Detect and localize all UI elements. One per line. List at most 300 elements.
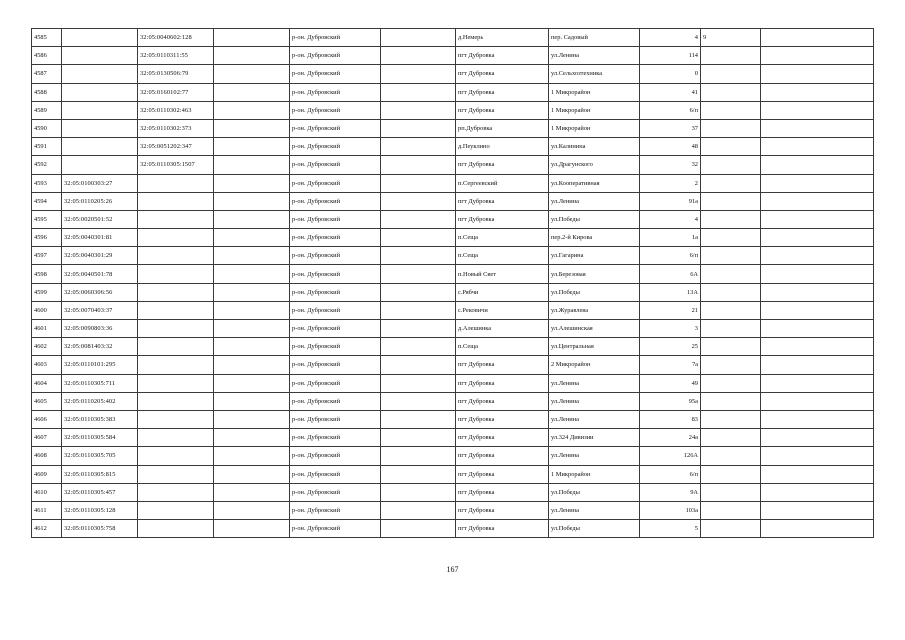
cell-settlement: п.Сеща	[456, 338, 549, 356]
cell-empty	[761, 247, 874, 265]
cell-house-number: 49	[640, 374, 701, 392]
cell-street: ул.Центральная	[549, 338, 640, 356]
cell-record-number: 4607	[32, 429, 62, 447]
cell-record-number: 4610	[32, 483, 62, 501]
cell-street: ул.Березовая	[549, 265, 640, 283]
cell-house-number: 4	[640, 210, 701, 228]
cell-house-number: 2	[640, 174, 701, 192]
table-row	[32, 265, 874, 283]
cell-district: р-он. Дубровский	[290, 83, 381, 101]
cell-record-number: 4611	[32, 501, 62, 519]
cell-empty	[214, 119, 290, 137]
cell-street: 1 Микрорайон	[549, 465, 640, 483]
cell-extra	[701, 101, 761, 119]
cell-cadastral-number-b	[138, 320, 214, 338]
cell-house-number: 4	[640, 29, 701, 47]
cell-empty	[381, 192, 456, 210]
cell-record-number: 4588	[32, 83, 62, 101]
cell-empty	[761, 192, 874, 210]
table-row	[32, 29, 874, 47]
cell-house-number: 103а	[640, 501, 701, 519]
cell-extra	[701, 83, 761, 101]
cell-extra	[701, 338, 761, 356]
cell-record-number: 4586	[32, 47, 62, 65]
cell-street: ул.Победы	[549, 283, 640, 301]
cell-empty	[761, 174, 874, 192]
cell-cadastral-number-b	[138, 483, 214, 501]
cell-district: р-он. Дубровский	[290, 247, 381, 265]
cell-district: р-он. Дубровский	[290, 338, 381, 356]
cell-cadastral-number-a: 32:05:0100303:27	[62, 174, 138, 192]
cell-cadastral-number-b	[138, 338, 214, 356]
cell-record-number: 4593	[32, 174, 62, 192]
cell-settlement: пгт Дубровка	[456, 210, 549, 228]
cell-empty	[381, 83, 456, 101]
cell-extra	[701, 410, 761, 428]
cell-record-number: 4598	[32, 265, 62, 283]
cell-empty	[214, 65, 290, 83]
cell-empty	[214, 83, 290, 101]
cell-house-number: 21	[640, 301, 701, 319]
cell-record-number: 4594	[32, 192, 62, 210]
table-row	[32, 247, 874, 265]
cell-district: р-он. Дубровский	[290, 447, 381, 465]
cell-empty	[214, 192, 290, 210]
cell-house-number: 6/п	[640, 465, 701, 483]
cell-cadastral-number-a	[62, 138, 138, 156]
cell-empty	[381, 501, 456, 519]
cell-house-number: 25	[640, 338, 701, 356]
cell-record-number: 4587	[32, 65, 62, 83]
cell-district: р-он. Дубровский	[290, 229, 381, 247]
cell-settlement: рп.Дубровка	[456, 119, 549, 137]
cell-cadastral-number-b	[138, 192, 214, 210]
cell-record-number: 4597	[32, 247, 62, 265]
table-row	[32, 410, 874, 428]
cell-street: ул.Драгунского	[549, 156, 640, 174]
cell-settlement: пгт Дубровка	[456, 356, 549, 374]
cell-district: р-он. Дубровский	[290, 174, 381, 192]
cell-empty	[761, 483, 874, 501]
cell-street: ул.Ленина	[549, 192, 640, 210]
cell-cadastral-number-b	[138, 520, 214, 538]
cell-empty	[381, 447, 456, 465]
cell-street: ул.Победы	[549, 520, 640, 538]
cell-district: р-он. Дубровский	[290, 374, 381, 392]
registry-table-body	[32, 29, 874, 538]
cell-empty	[761, 229, 874, 247]
cell-empty	[381, 247, 456, 265]
cell-cadastral-number-a: 32:05:0110305:383	[62, 410, 138, 428]
cell-empty	[381, 356, 456, 374]
cell-empty	[381, 465, 456, 483]
cell-empty	[214, 101, 290, 119]
cell-house-number: 32	[640, 156, 701, 174]
cell-cadastral-number-b	[138, 374, 214, 392]
cell-record-number: 4585	[32, 29, 62, 47]
cell-record-number: 4603	[32, 356, 62, 374]
cell-cadastral-number-b: 32:05:0110305:1507	[138, 156, 214, 174]
cell-street: 1 Микрорайон	[549, 83, 640, 101]
cell-extra	[701, 65, 761, 83]
cell-empty	[761, 338, 874, 356]
cell-district: р-он. Дубровский	[290, 483, 381, 501]
cell-empty	[214, 265, 290, 283]
cell-house-number: 48	[640, 138, 701, 156]
cell-settlement: д.Алешинка	[456, 320, 549, 338]
table-row	[32, 483, 874, 501]
cell-house-number: 41	[640, 83, 701, 101]
cell-street: 1 Микрорайон	[549, 101, 640, 119]
cell-empty	[214, 174, 290, 192]
cell-empty	[381, 174, 456, 192]
cell-house-number: 1а	[640, 229, 701, 247]
cell-record-number: 4591	[32, 138, 62, 156]
cell-cadastral-number-b	[138, 447, 214, 465]
cell-street: 2 Микрорайон	[549, 356, 640, 374]
cell-cadastral-number-b	[138, 301, 214, 319]
cell-district: р-он. Дубровский	[290, 501, 381, 519]
cell-extra	[701, 301, 761, 319]
cell-district: р-он. Дубровский	[290, 265, 381, 283]
table-row	[32, 283, 874, 301]
cell-cadastral-number-a: 32:05:0040501:78	[62, 265, 138, 283]
cell-empty	[214, 301, 290, 319]
cell-cadastral-number-b: 32:05:0110302:373	[138, 119, 214, 137]
cell-record-number: 4602	[32, 338, 62, 356]
page-number: 167	[446, 565, 459, 574]
cell-cadastral-number-a	[62, 119, 138, 137]
cell-cadastral-number-b: 32:05:0160102:77	[138, 83, 214, 101]
cell-house-number: 7а	[640, 356, 701, 374]
cell-empty	[381, 429, 456, 447]
cell-settlement: пгт Дубровка	[456, 392, 549, 410]
cell-district: р-он. Дубровский	[290, 410, 381, 428]
cell-settlement: пгт Дубровка	[456, 465, 549, 483]
cell-cadastral-number-a: 32:05:0060306:56	[62, 283, 138, 301]
cell-cadastral-number-b	[138, 174, 214, 192]
cell-district: р-он. Дубровский	[290, 429, 381, 447]
cell-empty	[214, 320, 290, 338]
cell-extra	[701, 210, 761, 228]
cell-settlement: пгт Дубровка	[456, 520, 549, 538]
cell-extra	[701, 138, 761, 156]
cell-record-number: 4605	[32, 392, 62, 410]
cell-extra	[701, 483, 761, 501]
cell-cadastral-number-b	[138, 429, 214, 447]
cell-house-number: 6/п	[640, 247, 701, 265]
cell-extra	[701, 356, 761, 374]
cell-record-number: 4596	[32, 229, 62, 247]
cell-empty	[381, 338, 456, 356]
cell-street: ул.Ленина	[549, 501, 640, 519]
cell-district: р-он. Дубровский	[290, 119, 381, 137]
cell-street: ул.Ленина	[549, 374, 640, 392]
cell-empty	[761, 392, 874, 410]
table-row	[32, 320, 874, 338]
cell-record-number: 4589	[32, 101, 62, 119]
cell-empty	[381, 483, 456, 501]
cell-district: р-он. Дубровский	[290, 29, 381, 47]
cell-settlement: п.Сергеевский	[456, 174, 549, 192]
cell-empty	[761, 356, 874, 374]
cell-extra	[701, 320, 761, 338]
cell-empty	[381, 210, 456, 228]
cell-empty	[214, 356, 290, 374]
cell-settlement: пгт Дубровка	[456, 429, 549, 447]
cell-empty	[761, 65, 874, 83]
cell-settlement: пгт Дубровка	[456, 83, 549, 101]
cell-record-number: 4600	[32, 301, 62, 319]
cell-district: р-он. Дубровский	[290, 465, 381, 483]
cell-cadastral-number-a: 32:05:0110101:295	[62, 356, 138, 374]
table-row	[32, 229, 874, 247]
cell-cadastral-number-a	[62, 47, 138, 65]
cell-district: р-он. Дубровский	[290, 156, 381, 174]
cell-empty	[214, 374, 290, 392]
cell-cadastral-number-b	[138, 356, 214, 374]
cell-empty	[761, 265, 874, 283]
cell-empty	[761, 501, 874, 519]
cell-house-number: 13А	[640, 283, 701, 301]
cell-extra	[701, 229, 761, 247]
cell-empty	[214, 29, 290, 47]
cell-street: ул.Победы	[549, 483, 640, 501]
cell-house-number: 24а	[640, 429, 701, 447]
cell-empty	[381, 156, 456, 174]
table-row	[32, 465, 874, 483]
cell-district: р-он. Дубровский	[290, 65, 381, 83]
cell-cadastral-number-a: 32:05:0110305:584	[62, 429, 138, 447]
cell-settlement: пгт Дубровка	[456, 447, 549, 465]
cell-empty	[381, 520, 456, 538]
cell-street: ул.Ленина	[549, 447, 640, 465]
cell-district: р-он. Дубровский	[290, 283, 381, 301]
cell-street: ул.Гагарина	[549, 247, 640, 265]
cell-cadastral-number-b	[138, 247, 214, 265]
cell-street: ул.Ленина	[549, 410, 640, 428]
cell-extra	[701, 265, 761, 283]
cell-empty	[761, 320, 874, 338]
table-row	[32, 338, 874, 356]
cell-cadastral-number-a: 32:05:0110205:26	[62, 192, 138, 210]
cell-record-number: 4592	[32, 156, 62, 174]
cell-settlement: пгт Дубровка	[456, 65, 549, 83]
cell-house-number: 37	[640, 119, 701, 137]
cell-settlement: п.Сеща	[456, 247, 549, 265]
cell-empty	[381, 138, 456, 156]
cell-cadastral-number-b	[138, 465, 214, 483]
cell-empty	[214, 210, 290, 228]
cell-settlement: пгт Дубровка	[456, 501, 549, 519]
cell-empty	[761, 83, 874, 101]
cell-cadastral-number-a: 32:05:0090803:36	[62, 320, 138, 338]
cell-cadastral-number-b: 32:05:0110311:55	[138, 47, 214, 65]
cell-street: ул.Ленина	[549, 392, 640, 410]
cell-cadastral-number-b	[138, 210, 214, 228]
cell-extra	[701, 374, 761, 392]
cell-record-number: 4595	[32, 210, 62, 228]
cell-empty	[214, 338, 290, 356]
cell-cadastral-number-b	[138, 265, 214, 283]
cell-house-number: 9А	[640, 483, 701, 501]
cell-empty	[214, 465, 290, 483]
cell-district: р-он. Дубровский	[290, 301, 381, 319]
cell-house-number: 5	[640, 520, 701, 538]
cell-empty	[214, 483, 290, 501]
cell-street: ул.Сельхозтехника	[549, 65, 640, 83]
cell-district: р-он. Дубровский	[290, 210, 381, 228]
cell-cadastral-number-a: 32:05:0110305:815	[62, 465, 138, 483]
cell-settlement: с.Рябчи	[456, 283, 549, 301]
cell-record-number: 4590	[32, 119, 62, 137]
cell-empty	[381, 29, 456, 47]
cell-empty	[761, 283, 874, 301]
cell-empty	[381, 410, 456, 428]
cell-empty	[761, 447, 874, 465]
cell-empty	[381, 320, 456, 338]
table-row	[32, 429, 874, 447]
cell-cadastral-number-a: 32:05:0040301:81	[62, 229, 138, 247]
cell-empty	[381, 301, 456, 319]
cell-cadastral-number-a	[62, 83, 138, 101]
table-row	[32, 392, 874, 410]
cell-house-number: 95а	[640, 392, 701, 410]
cell-empty	[761, 138, 874, 156]
cell-street: ул.Кооперативная	[549, 174, 640, 192]
cell-cadastral-number-b: 32:05:0040602:128	[138, 29, 214, 47]
cell-empty	[381, 47, 456, 65]
cell-empty	[214, 229, 290, 247]
cell-empty	[381, 265, 456, 283]
cell-street: ул.Калинина	[549, 138, 640, 156]
cell-extra	[701, 119, 761, 137]
registry-sheet	[31, 28, 873, 538]
cell-settlement: д.Пеуклино	[456, 138, 549, 156]
cell-district: р-он. Дубровский	[290, 101, 381, 119]
cell-extra	[701, 429, 761, 447]
cell-cadastral-number-a: 32:05:0110305:457	[62, 483, 138, 501]
cell-empty	[761, 210, 874, 228]
cell-house-number: 3	[640, 320, 701, 338]
cell-house-number: 6А	[640, 265, 701, 283]
table-row	[32, 65, 874, 83]
cell-cadastral-number-a	[62, 29, 138, 47]
cell-cadastral-number-a: 32:05:0070403:37	[62, 301, 138, 319]
cell-record-number: 4609	[32, 465, 62, 483]
table-row	[32, 119, 874, 137]
cell-empty	[381, 374, 456, 392]
cell-cadastral-number-b	[138, 392, 214, 410]
cell-cadastral-number-a: 32:05:0040301:29	[62, 247, 138, 265]
cell-extra	[701, 465, 761, 483]
cell-extra	[701, 47, 761, 65]
cell-empty	[214, 156, 290, 174]
cell-cadastral-number-b	[138, 283, 214, 301]
table-row	[32, 192, 874, 210]
cell-empty	[761, 47, 874, 65]
cell-cadastral-number-a: 32:05:0110305:711	[62, 374, 138, 392]
cell-record-number: 4604	[32, 374, 62, 392]
cell-empty	[761, 301, 874, 319]
cell-settlement: пгт Дубровка	[456, 156, 549, 174]
cell-empty	[214, 247, 290, 265]
cell-cadastral-number-b: 32:05:0110302:463	[138, 101, 214, 119]
table-row	[32, 520, 874, 538]
cell-settlement: пгт Дубровка	[456, 483, 549, 501]
cell-house-number: 83	[640, 410, 701, 428]
cell-settlement: пгт Дубровка	[456, 374, 549, 392]
cell-empty	[214, 410, 290, 428]
cell-extra	[701, 501, 761, 519]
cell-settlement: д.Немерь	[456, 29, 549, 47]
cell-street: 1 Микрорайон	[549, 119, 640, 137]
cell-extra	[701, 520, 761, 538]
cell-settlement: п.Сеща	[456, 229, 549, 247]
cell-empty	[761, 410, 874, 428]
cell-cadastral-number-b	[138, 229, 214, 247]
cell-record-number: 4599	[32, 283, 62, 301]
cell-empty	[761, 429, 874, 447]
cell-record-number: 4606	[32, 410, 62, 428]
cell-settlement: пгт Дубровка	[456, 192, 549, 210]
cell-settlement: п.Новый Свет	[456, 265, 549, 283]
cell-cadastral-number-a: 32:05:0110305:128	[62, 501, 138, 519]
cell-cadastral-number-a: 32:05:0110205:402	[62, 392, 138, 410]
cell-street: ул.Алешинская	[549, 320, 640, 338]
cell-record-number: 4608	[32, 447, 62, 465]
cell-house-number: 91а	[640, 192, 701, 210]
cell-empty	[214, 520, 290, 538]
cell-extra	[701, 156, 761, 174]
cell-street: ул.Победы	[549, 210, 640, 228]
cell-extra	[701, 174, 761, 192]
cell-cadastral-number-b	[138, 410, 214, 428]
cell-district: р-он. Дубровский	[290, 47, 381, 65]
cell-house-number: 6/п	[640, 101, 701, 119]
cell-house-number: 114	[640, 47, 701, 65]
cell-empty	[761, 374, 874, 392]
cell-district: р-он. Дубровский	[290, 320, 381, 338]
table-row	[32, 101, 874, 119]
cell-empty	[761, 156, 874, 174]
cell-extra: 9	[701, 29, 761, 47]
cell-empty	[214, 501, 290, 519]
table-row	[32, 47, 874, 65]
cell-empty	[381, 229, 456, 247]
cell-district: р-он. Дубровский	[290, 138, 381, 156]
cell-empty	[381, 119, 456, 137]
cell-empty	[761, 465, 874, 483]
cell-street: ул.Ленина	[549, 47, 640, 65]
cell-empty	[214, 283, 290, 301]
cell-street: пер.2-й Кирова	[549, 229, 640, 247]
cell-district: р-он. Дубровский	[290, 520, 381, 538]
table-row	[32, 501, 874, 519]
cell-house-number: 0	[640, 65, 701, 83]
cell-cadastral-number-a: 32:05:0081403:32	[62, 338, 138, 356]
cell-empty	[214, 392, 290, 410]
table-row	[32, 301, 874, 319]
table-row	[32, 374, 874, 392]
registry-table	[31, 28, 874, 538]
cell-cadastral-number-a	[62, 156, 138, 174]
cell-extra	[701, 247, 761, 265]
cell-district: р-он. Дубровский	[290, 192, 381, 210]
cell-settlement: пгт Дубровка	[456, 410, 549, 428]
cell-district: р-он. Дубровский	[290, 356, 381, 374]
cell-empty	[214, 138, 290, 156]
